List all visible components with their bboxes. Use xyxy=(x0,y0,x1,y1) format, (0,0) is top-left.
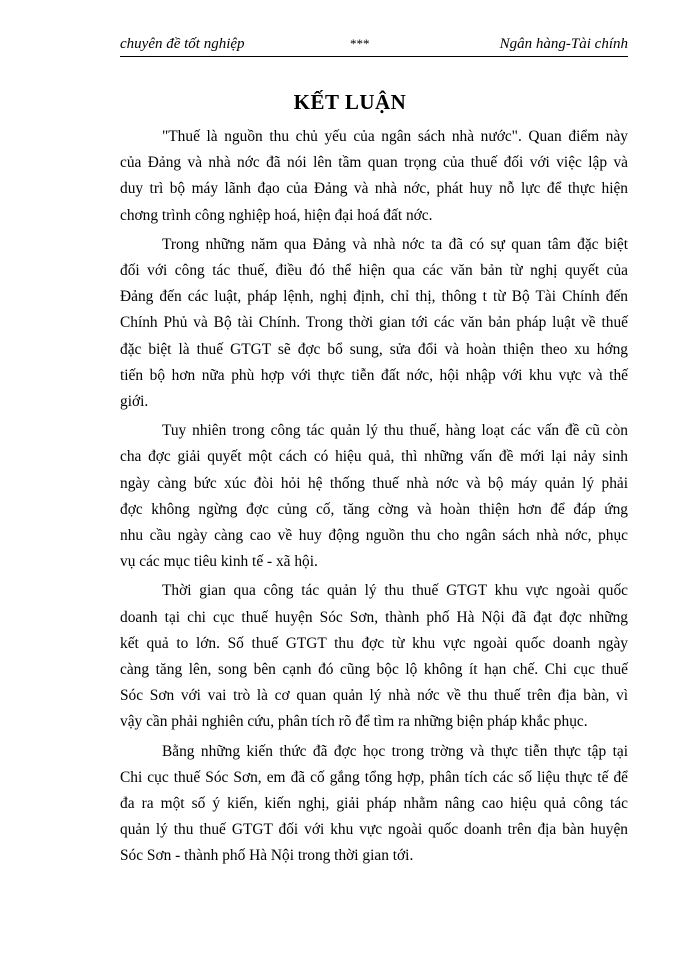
text-line: "Thuế là nguồn thu chủ yếu của ngân sách nhà nước". Quan điểm này xyxy=(162,128,628,145)
document-body xyxy=(120,124,628,873)
text-line: Chính Phủ và Bộ tài Chính. Trong thời gian tới các văn bản pháp luật về thuế xyxy=(120,314,628,332)
text-line: vụ các mục tiêu kinh tế - xã hội. xyxy=(120,553,318,571)
header-separator: *** xyxy=(350,36,370,51)
paragraph xyxy=(120,739,628,870)
header-left-text: chuyên đề tốt nghiệp xyxy=(120,36,245,52)
paragraph xyxy=(120,232,628,415)
page-header xyxy=(120,36,628,57)
text-line: Thời gian qua công tác quản lý thu thuế GTGT khu vực ngoài quốc xyxy=(162,582,628,600)
text-line: Sóc Sơn với vai trò là cơ quan quản lý nhà nớc về thu thuế trên địa bàn, vì xyxy=(120,687,628,705)
text-line: doanh tại chi cục thuế huyện Sóc Sơn, thành phố Hà Nội đã đạt đợc những xyxy=(120,608,628,626)
text-line: Chi cục thuế Sóc Sơn, em đã cố gắng tổng hợp, phân tích các số liệu thực tế để xyxy=(120,768,628,786)
text-line: ngày càng bức xúc đòi hỏi hệ thống thuế nhà nớc và bộ máy quản lý phải xyxy=(120,474,628,492)
text-line: cha đợc giải quyết một cách có hiệu quả, thì những vấn đề mới lại nảy sinh xyxy=(120,448,628,466)
text-line: tiến bộ hơn nữa phù hợp với thực tiễn đất nớc, hội nhập với khu vực và thế xyxy=(120,366,628,384)
text-line: càng tăng lên, song bên cạnh đó cũng bộc lộ không ít hạn chế. Chi cục thuế xyxy=(120,661,628,679)
text-line: giới. xyxy=(120,393,149,411)
page-title: KẾT LUẬN xyxy=(293,90,407,114)
text-line: Tuy nhiên trong công tác quản lý thu thuế, hàng loạt các vấn đề cũ còn xyxy=(162,422,628,440)
text-line: Trong những năm qua Đảng và nhà nớc ta đã có sự quan tâm đặc biệt xyxy=(162,235,628,253)
text-line: đợc không ngừng đợc củng cố, tăng cờng và hoàn thiện hơn để đáp ứng xyxy=(120,500,628,518)
text-line: chơng trình công nghiệp hoá, hiện đại hoá đất nớc. xyxy=(120,206,433,224)
paragraph xyxy=(120,124,628,229)
text-line: Đảng đến các luật, pháp lệnh, nghị định, chỉ thị, thông t từ Bộ Tài Chính đến xyxy=(120,288,628,306)
text-line: của Đảng và nhà nớc đã nói lên tầm quan trọng của thuế đối với việc lập và xyxy=(120,154,628,172)
text-line: nhu cầu ngày càng cao về huy động nguồn thu cho ngân sách nhà nớc, phục xyxy=(120,527,628,545)
text-line: Sóc Sơn - thành phố Hà Nội trong thời gian tới. xyxy=(120,847,414,865)
text-line: vậy cần phải nghiên cứu, phân tích rõ để tìm ra những biện pháp khắc phục. xyxy=(120,713,588,731)
header-right-text: Ngân hàng-Tài chính xyxy=(499,36,628,52)
text-line: đối với công tác thuế, điều đó thể hiện qua các văn bản từ nghị quyết của xyxy=(120,262,628,280)
paragraph xyxy=(120,418,628,575)
text-line: quản lý thu thuế GTGT đối với khu vực ngoài quốc doanh trên địa bàn huyện xyxy=(120,821,628,839)
text-line: Bằng những kiến thức đã đợc học trong trờng và thực tiễn thực tập tại xyxy=(162,742,628,760)
text-line: kết quả to lớn. Số thuế GTGT thu đợc từ khu vực ngoài quốc doanh ngày xyxy=(120,634,628,652)
paragraph xyxy=(120,578,628,735)
text-line: duy trì bộ máy lãnh đạo của Đảng và nhà nớc, phát huy nỗ lực để thực hiện xyxy=(120,180,628,198)
text-line: đặc biệt là thuế GTGT sẽ đợc bổ sung, sửa đổi và hoàn thiện theo xu hớng xyxy=(120,340,628,358)
text-line: đa ra một số ý kiến, kiến nghị, giải pháp nhằm nâng cao hiệu quả công tác xyxy=(120,795,628,813)
